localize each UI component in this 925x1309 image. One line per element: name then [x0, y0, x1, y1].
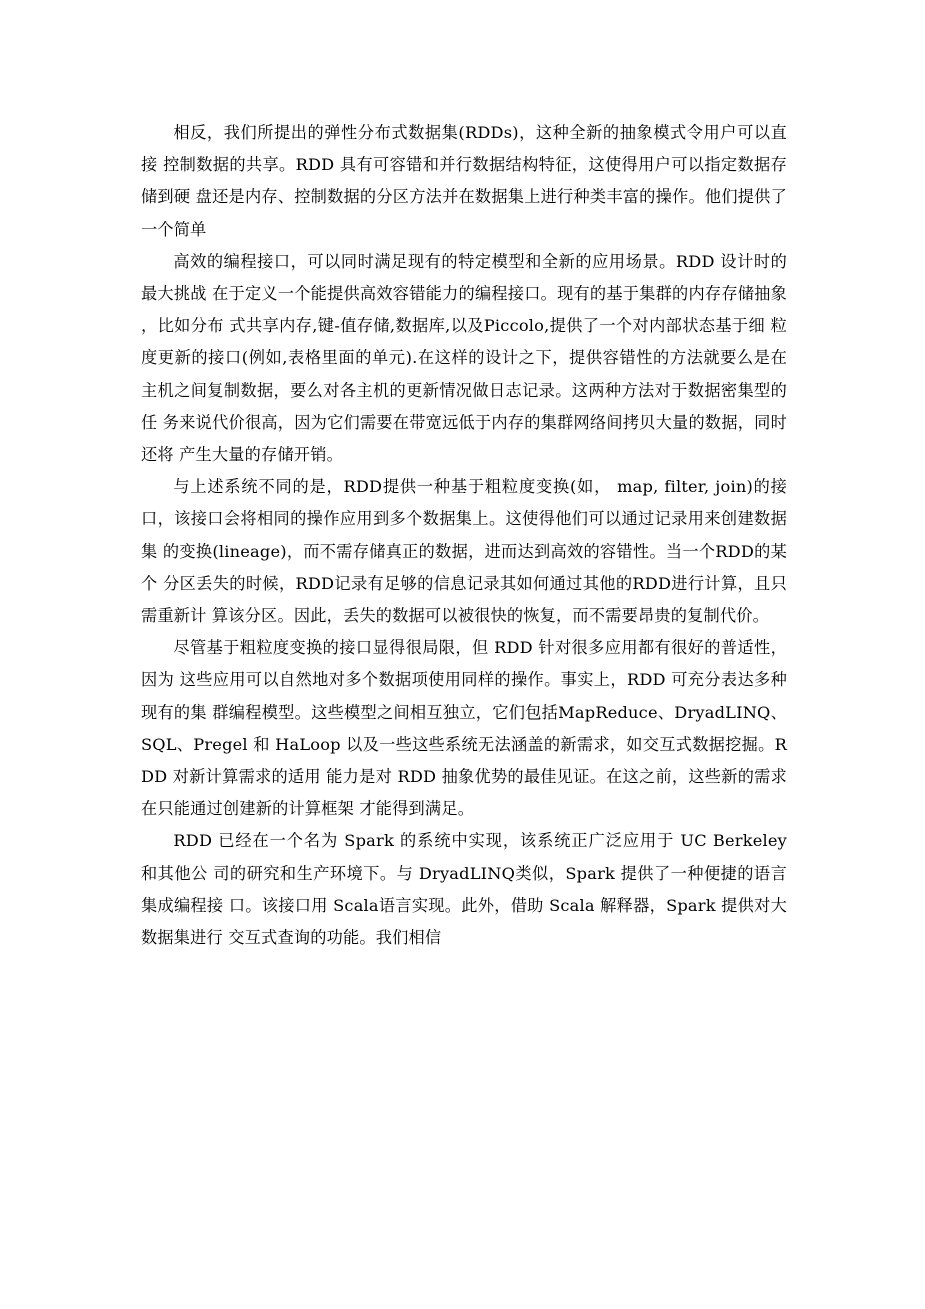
- paragraph-4: 尽管基于粗粒度变换的接口显得很局限，但 RDD 针对很多应用都有很好的普适性，因为 这些应用可以自然地对多个数据项使用同样的操作。事实上，RDD 可充分表达多种现有的集 群编程模型。这些模型之间相互独立，它们包括MapReduce、DryadLINQ、SQL、Pregel 和 HaLoop 以及一些这些系统无法涵盖的新需求，如交互式数据挖掘。RDD 对新计算需求的适用 能力是对 RDD 抽象优势的最佳见证。在这之前，这些新的需求在只能通过创建新的计算框架 才能得到满足。: [141, 638, 788, 819]
- paragraph-2: 高效的编程接口，可以同时满足现有的特定模型和全新的应用场景。RDD 设计时的最大挑战 在于定义一个能提供高效容错能力的编程接口。现有的基于集群的内存存储抽象，比如分布 式共享内存,键-值存储,数据库,以及Piccolo,提供了一个对内部状态基于细 粒度更新的接口(例如,表格里面的单元).在这样的设计之下，提供容错性的方法就要么是在 主机之间复制数据，要么对各主机的更新情况做日志记录。这两种方法对于数据密集型的任 务来说代价很高，因为它们需要在带宽远低于内存的集群网络间拷贝大量的数据，同时还将 产生大量的存储开销。: [141, 251, 787, 465]
- paragraph-5: RDD 已经在一个名为 Spark 的系统中实现，该系统正广泛应用于 UC Berkeley 和其他公 司的研究和生产环境下。与 DryadLINQ类似，Spark 提供了一种便捷的语言集成编程接 口。该接口用 Scala语言实现。此外，借助 Scala 解释器，Spark 提供对大数据集进行 交互式查询的功能。我们相信: [141, 831, 787, 948]
- document-body: [141, 117, 787, 954]
- paragraph-1: 相反，我们所提出的弹性分布式数据集(RDDs)，这种全新的抽象模式令用户可以直接 控制数据的共享。RDD 具有可容错和并行数据结构特征，这使得用户可以指定数据存储到硬 盘还是内存、控制数据的分区方法并在数据集上进行种类丰富的操作。他们提供了一个简单: [141, 123, 787, 239]
- paragraph-3: 与上述系统不同的是，RDD提供一种基于粗粒度变换(如， map, filter, join)的接 口，该接口会将相同的操作应用到多个数据集上。这使得他们可以通过记录用来创建数据集 的变换(lineage)，而不需存储真正的数据，进而达到高效的容错性。当一个RDD的某个 分区丢失的时候，RDD记录有足够的信息记录其如何通过其他的RDD进行计算，且只需重新计 算该分区。因此，丢失的数据可以被很快的恢复，而不需要昂贵的复制代价。: [141, 477, 787, 626]
